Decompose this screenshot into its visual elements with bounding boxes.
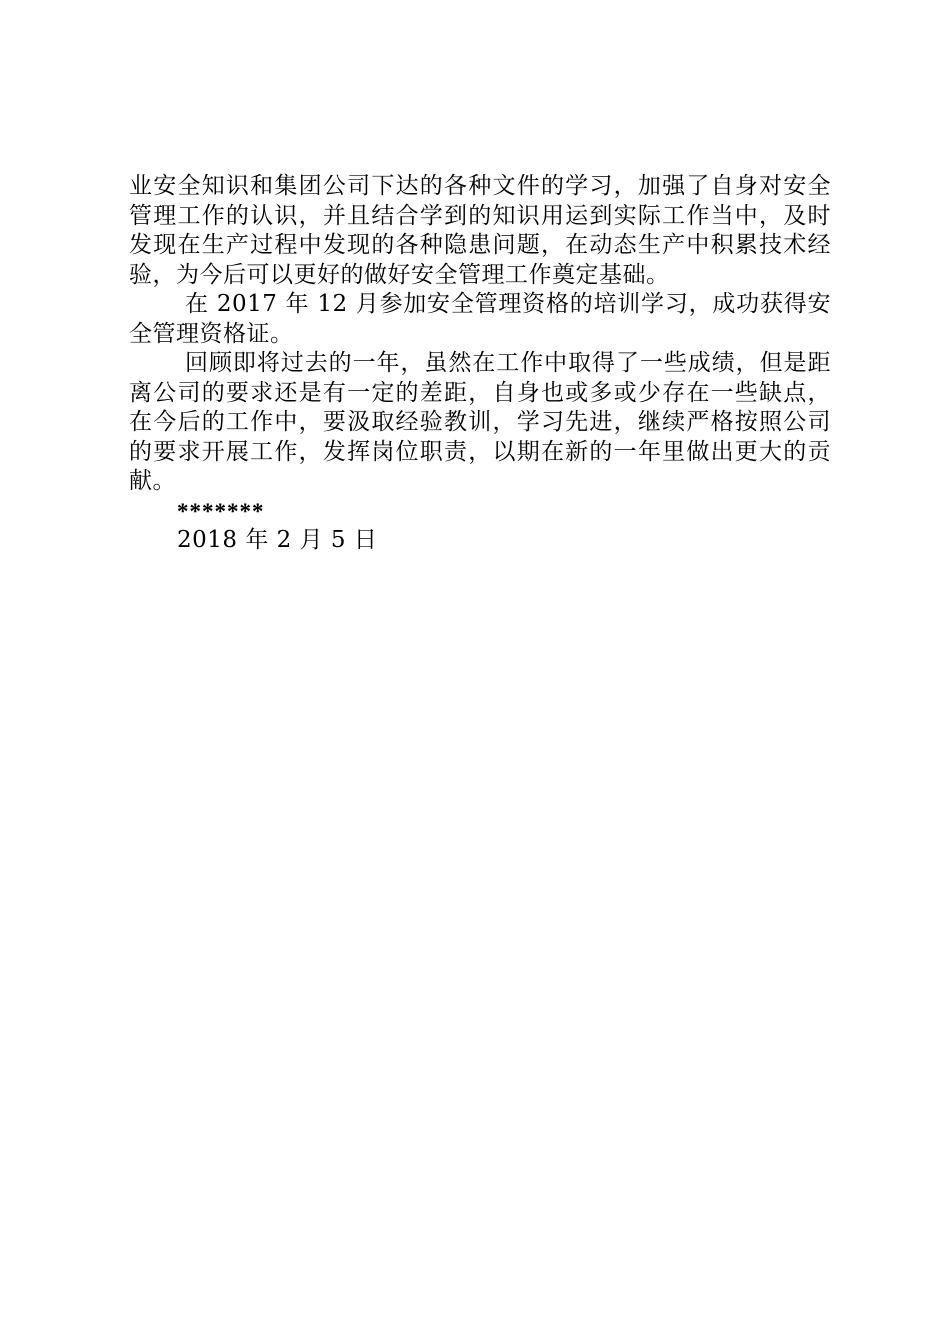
- document-date: 2018 年 2 月 5 日: [177, 527, 378, 553]
- signature: *******: [177, 498, 265, 524]
- document-body: [129, 172, 831, 556]
- paragraph-continuation: 业安全知识和集团公司下达的各种文件的学习，加强了自身对安全管理工作的认识，并且结合学到的知识用运到实际工作当中，及时发现在生产过程中发现的各种隐患问题，在动态生产中积累技术经验，为今后可以更好的做好安全管理工作奠定基础。: [129, 173, 831, 288]
- paragraph-training: 在 2017 年 12 月参加安全管理资格的培训学习，成功获得安全管理资格证。: [129, 291, 831, 347]
- paragraph-review: 回顾即将过去的一年，虽然在工作中取得了一些成绩，但是距离公司的要求还是有一定的差距，自身也或多或少存在一些缺点，在今后的工作中，要汲取经验教训，学习先进，继续严格按照公司的要求开展工作，发挥岗位职责，以期在新的一年里做出更大的贡献。: [129, 350, 831, 494]
